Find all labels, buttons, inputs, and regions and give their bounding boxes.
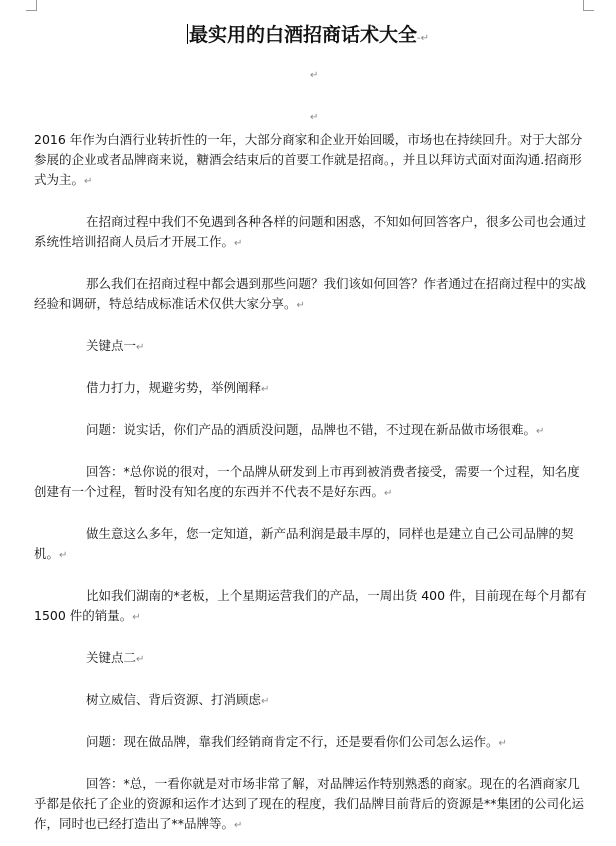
paragraph-mark: ↵ (296, 300, 305, 311)
page-corner-mark-right (583, 0, 594, 11)
paragraph-mark: ↵ (234, 820, 243, 831)
blank-paragraph (34, 504, 590, 524)
paragraph-text: 比如我们湖南的*老板，上个星期运营我们的产品，一周出货 400 件，目前现在每个月都有 1500 件的销量。 (34, 588, 587, 623)
blank-paragraph (34, 400, 590, 420)
paragraph-text: 那么我们在招商过程中都会遇到那些问题？我们该如何回答？作者通过在招商过程中的实战经验和调研，特总结成标准话术仅供大家分享。 (34, 276, 587, 311)
page-corner-mark-left (26, 0, 37, 11)
paragraph-text: 树立威信、背后资源、打消顾虑 (86, 692, 262, 707)
paragraph-mark: ↵ (84, 176, 93, 187)
paragraph-text: 问题：现在做品牌，靠我们经销商肯定不行，还是要看你们公司怎么运作。 (86, 734, 499, 749)
paragraph-mark: ↵ (261, 384, 270, 395)
blank-paragraph (34, 628, 590, 648)
paragraph-mark: ↵ (234, 238, 243, 249)
bullet-paragraph (34, 336, 590, 358)
empty-paragraph-mark: ↵ (310, 112, 319, 123)
bullet-paragraph (34, 732, 590, 754)
bullet-paragraph (34, 420, 590, 442)
blank-paragraph (34, 670, 590, 690)
paragraph-mark: ↵ (136, 342, 145, 353)
paragraph (34, 130, 590, 192)
blank-paragraph (34, 254, 590, 274)
paragraph-mark: ↵ (132, 612, 141, 623)
blank-paragraph (34, 192, 590, 212)
blank-paragraph (34, 566, 590, 586)
paragraph-text: 关键点一 (86, 338, 137, 353)
paragraph-text: 做生意这么多年，您一定知道，新产品利润是最丰厚的，同样也是建立自己公司品牌的契机。 (34, 526, 574, 561)
paragraph-text: 关键点二 (86, 650, 137, 665)
blank-paragraph (34, 316, 590, 336)
empty-paragraph-mark: ↵ (310, 70, 319, 81)
bullet-paragraph (34, 274, 590, 316)
document-body (34, 130, 590, 836)
bullet-paragraph (34, 690, 590, 712)
text-cursor (187, 24, 188, 44)
document-title: 最实用的白酒招商话术大全 (188, 24, 417, 46)
paragraph-text: 在招商过程中我们不免遇到各种各样的问题和困惑，不知如何回答客户，很多公司也会通过系统性培训招商人员后才开展工作。 (34, 214, 587, 249)
blank-paragraph (34, 358, 590, 378)
bullet-paragraph (34, 378, 590, 400)
title-paragraph-mark: -↵ (417, 33, 429, 44)
paragraph-text: 回答：*总你说的很对，一个品牌从研发到上市再到被消费者接受，需要一个过程，知名度创建有一个过程，暂时没有知名度的东西并不代表不是好东西。 (34, 464, 580, 499)
bullet-paragraph (34, 212, 590, 254)
paragraph-mark: ↵ (498, 738, 507, 749)
document-title-line (0, 22, 616, 52)
blank-paragraph (34, 442, 590, 462)
bullet-paragraph (34, 774, 590, 836)
paragraph-mark: ↵ (59, 550, 68, 561)
paragraph-text: 回答：*总，一看你就是对市场非常了解，对品牌运作特别熟悉的商家。现在的名酒商家几乎都是依托了企业的资源和运作才达到了现在的程度，我们品牌目前背后的资源是**集团的公司化运作，同时也已经打造出了**品牌等。 (34, 776, 585, 831)
paragraph-text: 2016 年作为白酒行业转折性的一年，大部分商家和企业开始回暖，市场也在持续回升。对于大部分参展的企业或者品牌商来说，糖酒会结束后的首要工作就是招商。，并且以拜访式面对面沟通.招商形式为主。 (34, 132, 583, 187)
paragraph-mark: ↵ (136, 654, 145, 665)
paragraph-mark: ↵ (261, 696, 270, 707)
paragraph-mark: ↵ (384, 488, 393, 499)
blank-paragraph (34, 754, 590, 774)
bullet-paragraph (34, 586, 590, 628)
bullet-paragraph (34, 648, 590, 670)
bullet-paragraph (34, 524, 590, 566)
paragraph-text: 借力打力，规避劣势，举例阐释 (86, 380, 262, 395)
paragraph-mark: ↵ (536, 426, 545, 437)
paragraph-text: 问题：说实话，你们产品的酒质没问题，品牌也不错，不过现在新品做市场很难。 (86, 422, 537, 437)
blank-paragraph (34, 712, 590, 732)
bullet-paragraph (34, 462, 590, 504)
